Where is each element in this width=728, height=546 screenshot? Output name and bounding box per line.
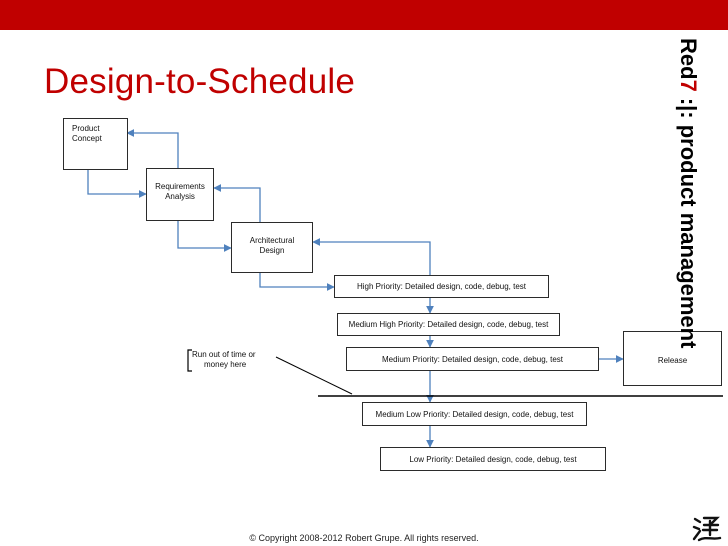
brand-vertical: [676, 36, 724, 446]
node-low-priority: [380, 447, 606, 471]
node-product-concept: [63, 118, 128, 170]
node-product-concept-line1: Product: [72, 124, 100, 133]
node-architectural-line2: Design: [259, 246, 285, 255]
brand-name-prefix: Red: [676, 38, 701, 80]
node-product-concept-line2: Concept: [72, 134, 102, 143]
node-medium-high-priority: [337, 313, 560, 336]
node-architectural-line1: Architectural: [249, 236, 295, 245]
node-release-label: Release: [657, 356, 688, 365]
node-medium-low-priority: [362, 402, 587, 426]
node-architectural-design: [231, 222, 313, 273]
return-architectural-to-requirements: [214, 188, 260, 222]
brand-name-number: 7: [676, 79, 701, 92]
node-medium-high-label: Medium High Priority: Detailed design, code, debug, test: [348, 320, 549, 329]
return-high-to-architectural: [313, 242, 430, 275]
copyright-footer: © Copyright 2008-2012 Robert Grupe. All rights reserved.: [249, 533, 479, 543]
arrow-concept-to-requirements: [88, 170, 146, 194]
arrow-requirements-to-architectural: [178, 220, 231, 248]
callout-pointer: [276, 357, 352, 394]
callout-run-out: [192, 350, 272, 370]
callout-line1: Run out of time or: [192, 350, 256, 359]
node-medium-priority: [346, 347, 599, 371]
slide-title: Design-to-Schedule: [44, 62, 355, 101]
node-high-priority: [334, 275, 549, 298]
arrow-architectural-to-high: [260, 272, 334, 287]
svg-text:Red7:|: product management: [676, 38, 701, 349]
node-medium-label: Medium Priority: Detailed design, code, debug, test: [382, 355, 563, 364]
callout-line2: money here: [204, 360, 247, 369]
node-high-label: High Priority: Detailed design, code, debug, test: [357, 282, 526, 291]
node-medium-low-label: Medium Low Priority: Detailed design, code, debug, test: [375, 410, 574, 419]
return-requirements-to-concept: [127, 133, 178, 168]
node-low-label: Low Priority: Detailed design, code, debug, test: [409, 455, 577, 464]
node-requirements-line1: Requirements: [155, 182, 205, 191]
brand-tagline: :|: product management: [676, 97, 701, 349]
node-requirements-analysis: [146, 168, 214, 221]
node-requirements-line2: Analysis: [165, 192, 195, 201]
